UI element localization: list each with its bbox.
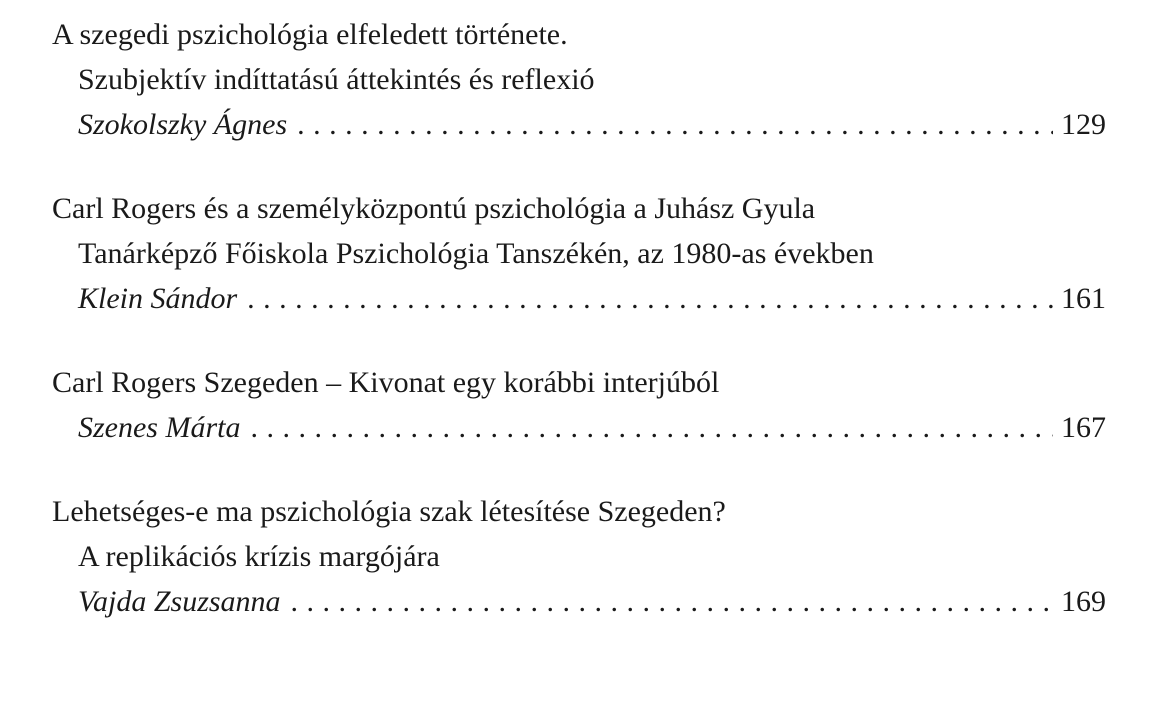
entry-subtitle-line: Szubjektív indíttatású áttekintés és reflexió: [78, 63, 595, 96]
entry-page-number[interactable]: 161: [1061, 282, 1106, 315]
entry-title-line: Lehetséges-e ma pszichológia szak létesítése Szegeden?: [52, 495, 726, 528]
entry-title-line: Carl Rogers és a személyközpontú pszichológia a Juhász Gyula: [52, 192, 816, 225]
entry-author: Szenes Márta: [78, 411, 241, 444]
dot-leader: [250, 405, 1053, 450]
entry-author-row: [52, 102, 1106, 147]
dot-leader: [297, 102, 1053, 147]
toc-entry[interactable]: [52, 489, 1106, 624]
entry-author-row: [52, 579, 1106, 624]
dot-leader: [247, 276, 1053, 321]
dot-leader: [291, 579, 1053, 624]
entry-subtitle-line: Tanárképző Főiskola Pszichológia Tanszékén, az 1980-as években: [78, 237, 874, 270]
toc-entry[interactable]: [52, 186, 1106, 321]
entry-author-row: [52, 405, 1106, 450]
toc-entry[interactable]: [52, 360, 1106, 450]
entry-subtitle-line: A replikációs krízis margójára: [78, 540, 440, 573]
table-of-contents: [52, 12, 1106, 624]
entry-author-row: [52, 276, 1106, 321]
entry-title-line: Carl Rogers Szegeden – Kivonat egy korábbi interjúból: [52, 366, 720, 399]
entry-page-number[interactable]: 167: [1061, 411, 1106, 444]
entry-page-number[interactable]: 129: [1061, 108, 1106, 141]
entry-page-number[interactable]: 169: [1061, 585, 1106, 618]
toc-entry[interactable]: [52, 12, 1106, 147]
entry-author: Vajda Zsuzsanna: [78, 585, 281, 618]
entry-title-line: A szegedi pszichológia elfeledett története.: [52, 18, 568, 51]
entry-author: Klein Sándor: [78, 282, 238, 315]
entry-author: Szokolszky Ágnes: [78, 108, 288, 141]
